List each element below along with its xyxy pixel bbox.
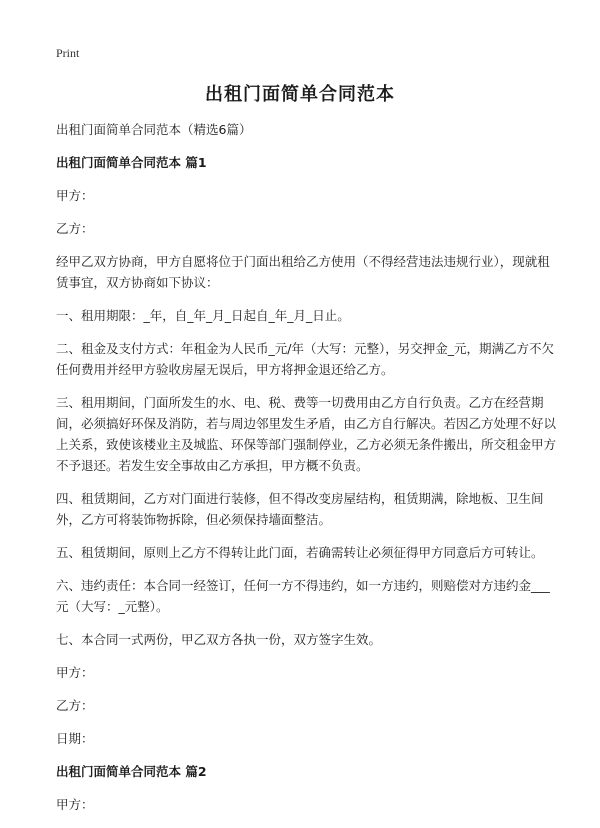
preamble-paragraph: 经甲乙双方协商，甲方自愿将位于门面出租给乙方使用（不得经营违法违规行业），现就租赁事宜，双方协商如下协议： — [56, 254, 550, 290]
clause-4: 四、租赁期间，乙方对门面进行装修，但不得改变房屋结构，租赁期满，除地板、卫生间外，乙方可将装饰物拆除，但必须保持墙面整洁。 — [56, 491, 544, 527]
party-a-label-2: 甲方： — [56, 797, 94, 812]
clause-5: 五、租赁期间，原则上乙方不得转让此门面，若确需转让必须征得甲方同意后方可转让。 — [56, 545, 544, 560]
document-title: 出租门面简单合同范本 — [205, 84, 395, 105]
signature-date: 日期： — [56, 731, 94, 746]
clause-1: 一、租用期限：_年，自_年_月_日起自_年_月_日止。 — [56, 308, 350, 323]
document-body — [56, 119, 556, 827]
section-heading-2: 出租门面简单合同范本 篇2 — [56, 764, 207, 779]
signature-party-a: 甲方： — [56, 665, 94, 680]
party-b-label: 乙方： — [56, 221, 94, 236]
print-link[interactable]: Print — [56, 46, 80, 60]
section-heading-1: 出租门面简单合同范本 篇1 — [56, 155, 207, 170]
intro-line: 出租门面简单合同范本（精选6篇） — [56, 122, 252, 137]
clause-7: 七、本合同一式两份，甲乙双方各执一份，双方签字生效。 — [56, 632, 382, 647]
clause-6: 六、违约责任：本合同一经签订，任何一方不得违约，如一方违约，则赔偿对方违约金___元（大写：_元整）。 — [56, 578, 550, 614]
clause-2: 二、租金及支付方式：年租金为人民币_元/年（大写：元整），另交押金_元，期满乙方不欠任何费用并经甲方验收房屋无误后，甲方将押金退还给乙方。 — [56, 341, 554, 377]
party-a-label: 甲方： — [56, 188, 94, 203]
signature-party-b: 乙方： — [56, 698, 94, 713]
clause-3: 三、租用期间，门面所发生的水、电、税、费等一切费用由乙方自行负责。乙方在经营期间，必须搞好环保及消防，若与周边邻里发生矛盾，由乙方自行解决。若因乙方处理不好以上关系，致使该楼业主及城监、环保等部门强制停业，乙方必须无条件搬出，所交租金甲方不予退还。若发生安全事故由乙方承担，甲方概不负责。 — [56, 395, 557, 473]
